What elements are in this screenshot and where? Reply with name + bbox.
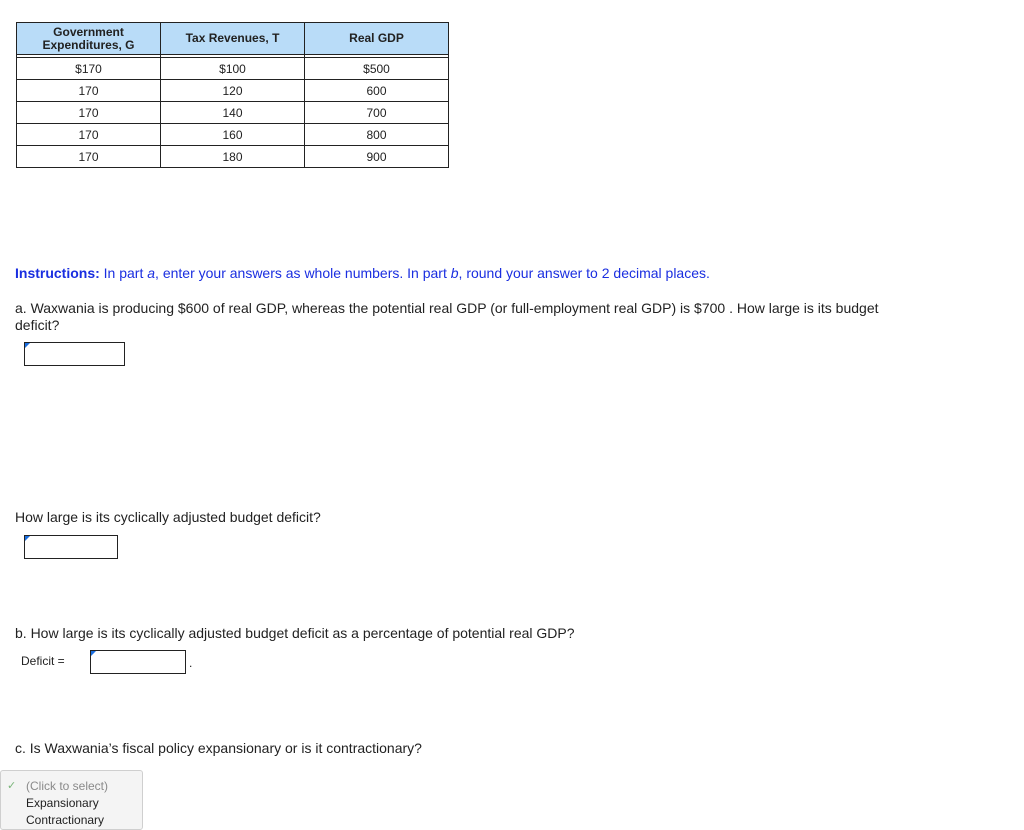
table-row [17,124,449,146]
table-cell: 600 [305,80,449,102]
table-cell: 170 [17,102,161,124]
table-cell: $500 [305,58,449,80]
table-cell: $170 [17,58,161,80]
instructions-text: , enter your answers as whole numbers. In part [155,265,451,281]
table-header-row [17,23,449,55]
question-c: c. Is Waxwania’s fiscal policy expansionary or is it contractionary? [15,740,422,756]
select-option-contractionary[interactable]: Contractionary [26,813,105,827]
question-a: a. Waxwania is producing $600 of real GDP, whereas the potential real GDP (or full-employment real GDP) is $700 . How large is its budget deficit? [15,300,879,333]
table-cell: 170 [17,80,161,102]
answer-input-a-cyclical-deficit[interactable] [24,535,118,559]
table-cell: 140 [161,102,305,124]
select-placeholder[interactable]: (Click to select) [26,779,109,793]
question-b: b. How large is its cyclically adjusted budget deficit as a percentage of potential real GDP? [15,625,575,641]
header-government-expenditures [17,23,161,55]
answer-input-b-percentage[interactable] [90,650,186,674]
fiscal-policy-select[interactable] [0,770,143,830]
instructions-label: Instructions: [15,265,100,281]
table-cell: 120 [161,80,305,102]
input-flag-icon [25,536,30,541]
table-cell: 160 [161,124,305,146]
table-cell: 900 [305,146,449,168]
table-cell: 170 [17,124,161,146]
table-cell: 800 [305,124,449,146]
table-cell: 170 [17,146,161,168]
table-row [17,146,449,168]
data-table [16,22,449,168]
table-cell: $100 [161,58,305,80]
input-flag-icon [25,343,30,348]
header-tax-revenues: Tax Revenues, T [161,23,305,55]
table-row [17,102,449,124]
instructions-text: , round your answer to 2 decimal places. [458,265,710,281]
input-flag-icon [91,651,96,656]
instructions-part-b: b [450,265,459,281]
deficit-label: Deficit = [21,654,65,668]
table-row [17,58,449,80]
table-cell: 180 [161,146,305,168]
instructions-part-a: a [147,265,156,281]
answer-input-a-deficit[interactable] [24,342,125,366]
check-icon: ✓ [7,780,17,792]
header-line: Expenditures, G [42,37,135,52]
header-real-gdp: Real GDP [305,23,449,55]
table-cell: 700 [305,102,449,124]
question-a-cyclical: How large is its cyclically adjusted budget deficit? [15,509,321,525]
select-option-expansionary[interactable]: Expansionary [26,796,99,810]
header-line: Government [53,24,124,39]
deficit-suffix: . [189,656,193,670]
instructions-text: In part [99,265,148,281]
instructions [15,265,710,282]
table-row [17,80,449,102]
